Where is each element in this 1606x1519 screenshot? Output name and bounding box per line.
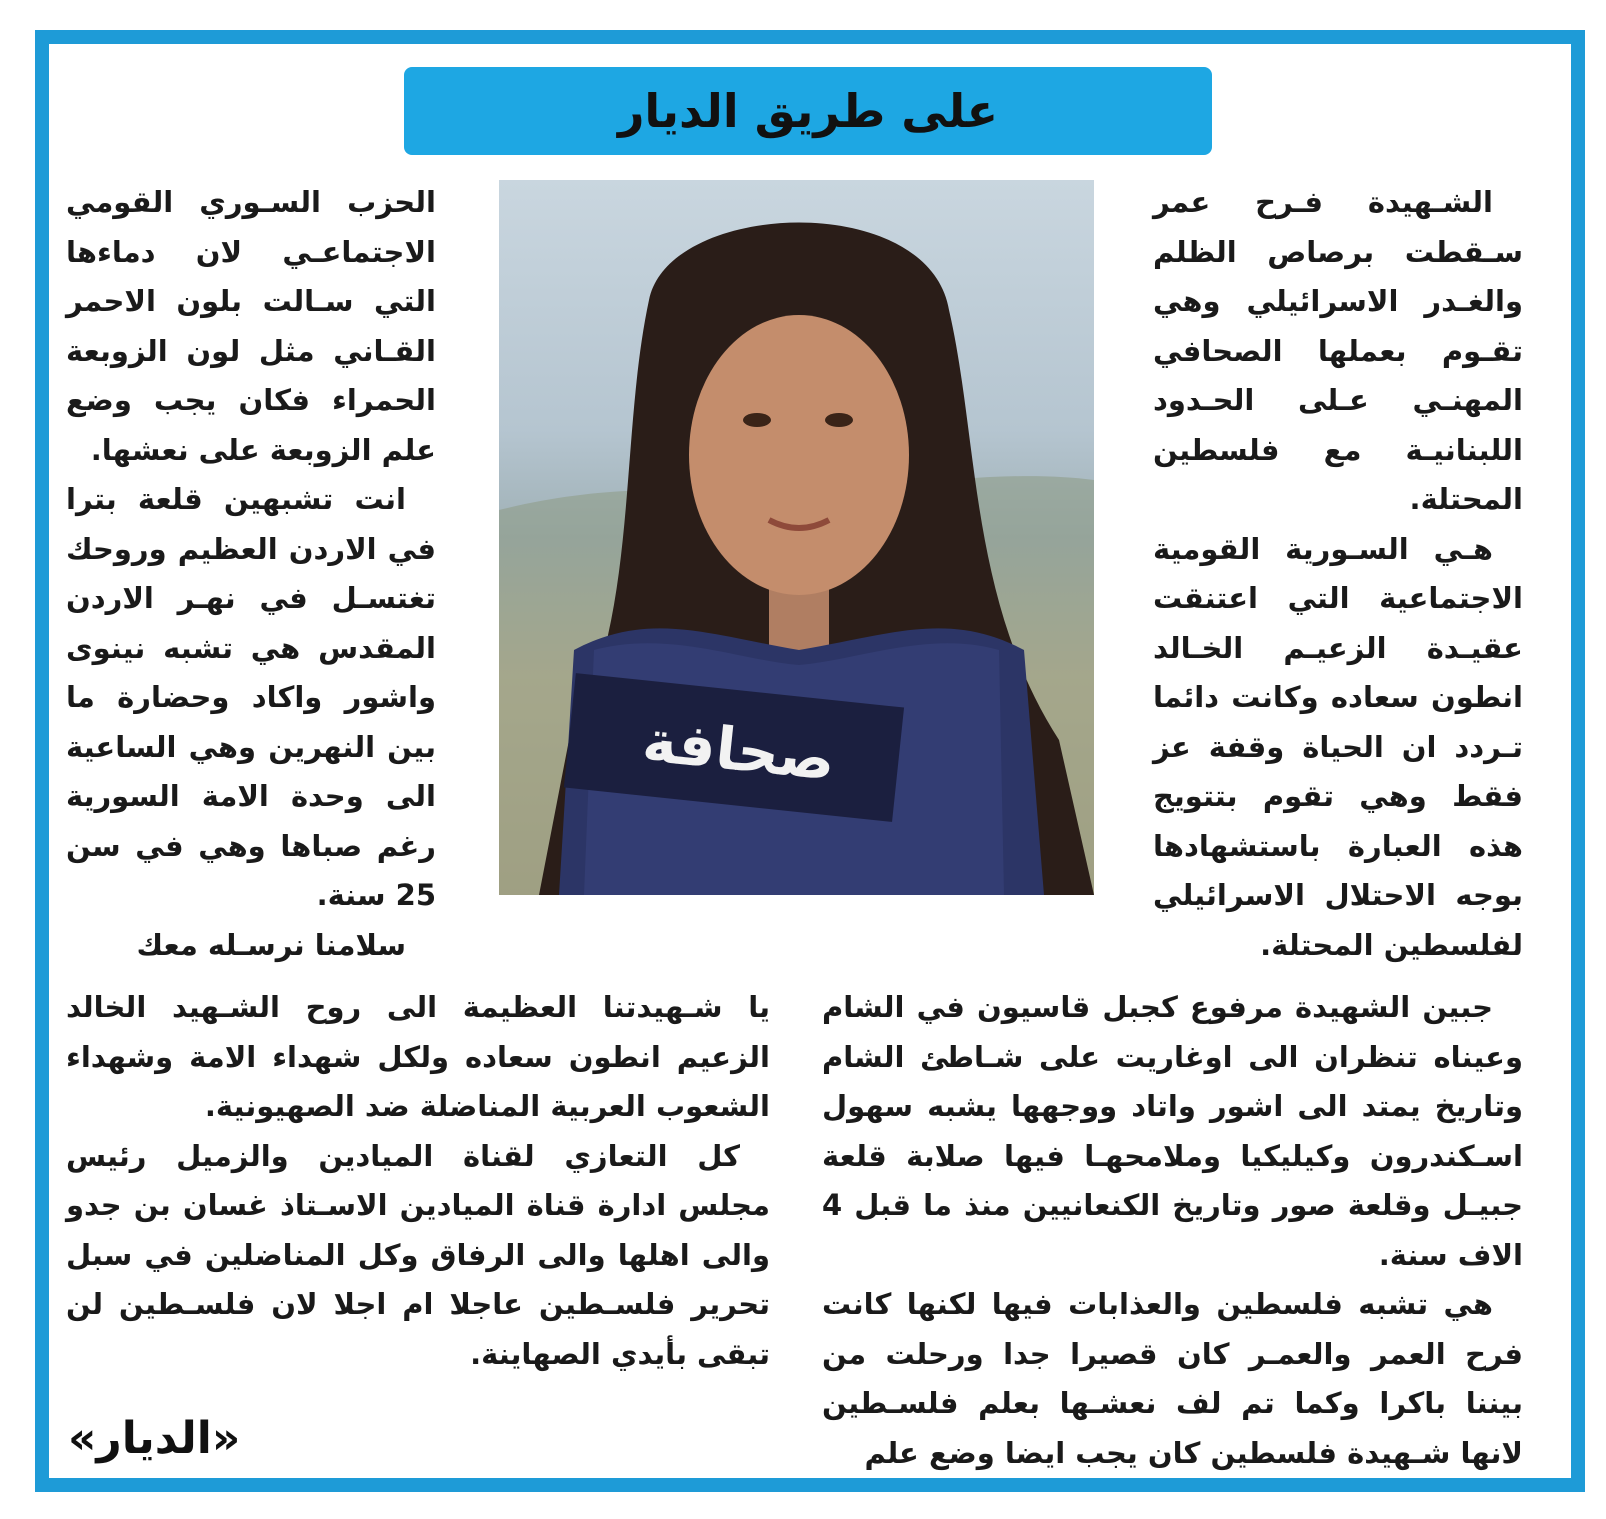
portrait-photo xyxy=(499,180,1094,895)
paragraph: سلامنا نرسـله معك xyxy=(136,927,406,962)
article-right-column xyxy=(1153,178,1523,970)
section-title: على طريق الديار xyxy=(617,84,999,138)
press-vest-label: صحافة xyxy=(639,706,839,794)
article-bottom-left xyxy=(66,983,770,1379)
paragraph: الحزب السـوري القومي الاجتماعـي لان دماءها التي سـالت بلون الاحمر القـاني مثل لون الزوبعة الحمراء فكان يجب وضع علم الزوبعة على نعشها. xyxy=(66,185,436,467)
paragraph: كل التعازي لقناة الميادين والزميل رئيس مجلس ادارة قناة الميادين الاسـتاذ غسان بن جدو والى اهلها والى الرفاق وكل المناضلين في سبل تحرير فلسـطين عاجلا ام اجلا لان فلسـطين لن تبقى بأيدي الصهاينة. xyxy=(66,1138,770,1371)
paragraph: هـي السـورية القومية الاجتماعية التي اعتنقت عقيـدة الزعيـم الخـالد انطون سعاده وكانت دائما تـردد ان الحياة وقفة عز فقط وهي تقوم بتتويج هذه العبارة باستشهادها بوجه الاحتلال الاسرائيلي لفلسطين المحتلة. xyxy=(1153,531,1523,962)
portrait-illustration xyxy=(499,180,1094,895)
paragraph: انت تشبهين قلعة بترا في الاردن العظيم وروحك تغتسـل في نهـر الاردن المقدس هي تشبه نينوى واشور واكاد وحضارة ما بين النهرين وهي الساعية الى وحدة الامة السورية رغم صباها وهي في سن 25 سنة. xyxy=(66,482,436,912)
paragraph: الشـهيدة فـرح عمر سـقطت برصاص الظلم والغـدر الاسرائيلي وهي تقـوم بعملها الصحافي المهنـي عـلى الحـدود اللبنانيـة مع فلسطين المحتلة. xyxy=(1153,185,1523,516)
paragraph: جبين الشهيدة مرفوع كجبل قاسيون في الشام وعيناه تنظران الى اوغاريت على شـاطئ الشام وتاريخ يمتد الى اشور واتاد ووجهها يشبه سهول اسـكندرون وكيليكيا وملامحهـا فيها صلابة قلعة جبيـل وقلعة صور وتاريخ الكنعانيين منذ ما قبل 4 الاف سنة. xyxy=(822,990,1523,1272)
section-title-bar xyxy=(404,67,1212,155)
paragraph: يا شـهيدتنا العظيمة الى روح الشـهيد الخالد الزعيم انطون سعاده ولكل شهداء الامة وشهداء الشعوب العربية المناضلة ضد الصهيونية. xyxy=(66,990,770,1123)
article-bottom-right xyxy=(822,983,1523,1478)
author-signature: «الديار» xyxy=(68,1413,241,1464)
article-left-column xyxy=(66,178,436,970)
paragraph: هي تشبه فلسطين والعذابات فيها لكنها كانت فرح العمر والعمـر كان قصيرا جدا ورحلت من بيننا باكرا وكما تم لف نعشـها بعلم فلسـطين لانها شـهيدة فلسطين كان يجب ايضا وضع علم xyxy=(822,1287,1523,1470)
